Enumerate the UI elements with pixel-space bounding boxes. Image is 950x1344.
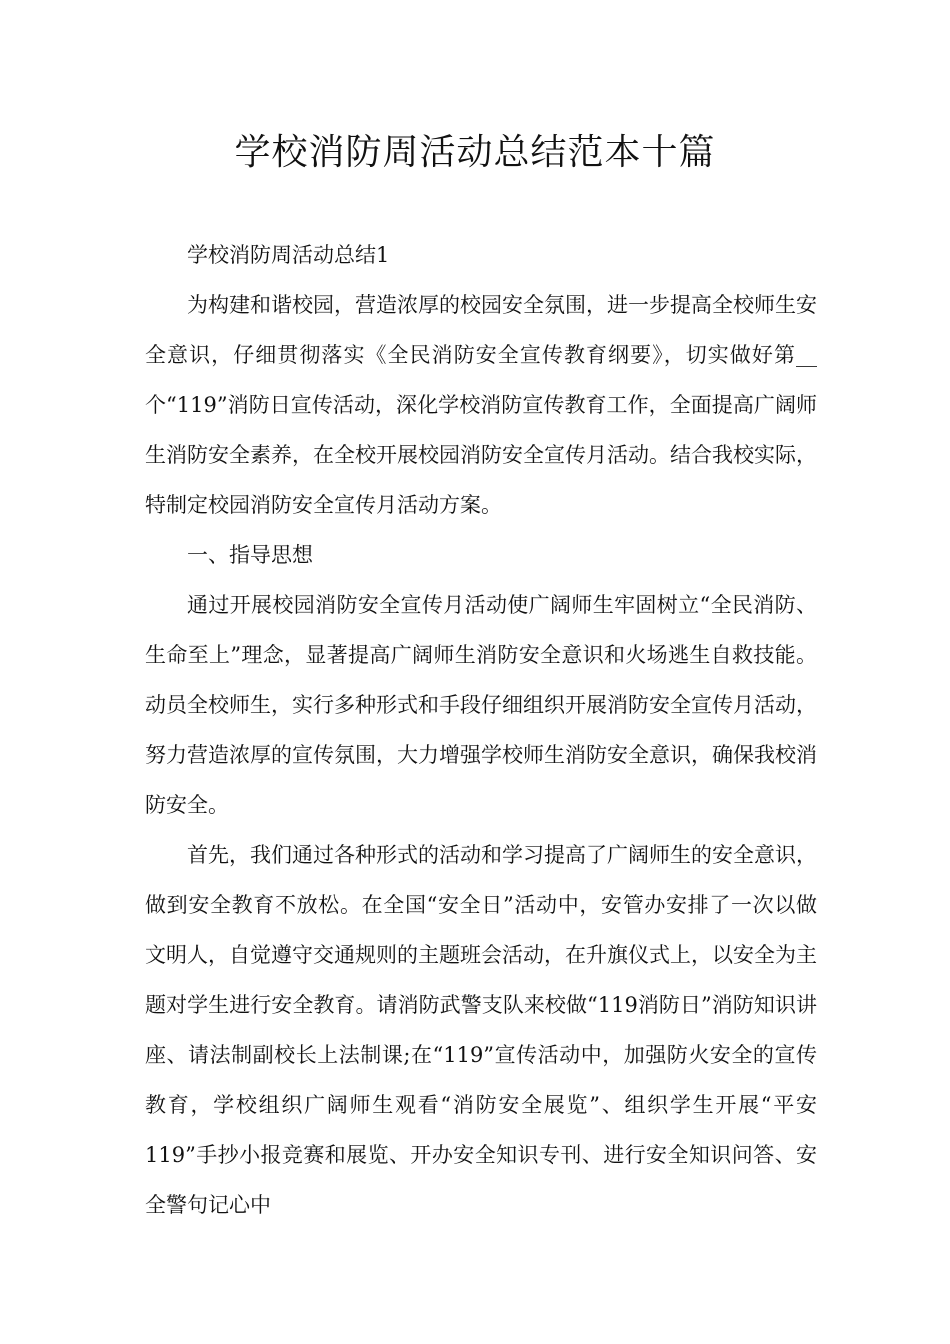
paragraph-guiding-ideology: 通过开展校园消防安全宣传月活动使广阔师生牢固树立“全民消防、生命至上”理念，显著提高广阔师生消防安全意识和火场逃生自救技能。动员全校师生，实行多种形式和手段仔细组织开展消防安全宣传月活动，努力营造浓厚的宣传氛围，大力增强学校师生消防安全意识，确保我校消防安全。 bbox=[145, 593, 817, 817]
section-heading-guiding-ideology: 一、指导思想 bbox=[187, 543, 313, 567]
section-subtitle: 学校消防周活动总结1 bbox=[187, 243, 390, 267]
paragraph-intro: 为构建和谐校园，营造浓厚的校园安全氛围，进一步提高全校师生安全意识，仔细贯彻落实《全民消防安全宣传教育纲要》，切实做好第__个“119”消防日宣传活动，深化学校消防宣传教育工作，全面提高广阔师生消防安全素养，在全校开展校园消防安全宣传月活动。结合我校实际，特制定校园消防安全宣传月活动方案。 bbox=[145, 293, 817, 517]
paragraph-first-measures: 首先，我们通过各种形式的活动和学习提高了广阔师生的安全意识，做到安全教育不放松。在全国“安全日”活动中，安管办安排了一次以做文明人，自觉遵守交通规则的主题班会活动，在升旗仪式上，以安全为主题对学生进行安全教育。请消防武警支队来校做“119消防日”消防知识讲座、请法制副校长上法制课;在“119”宣传活动中，加强防火安全的宣传教育，学校组织广阔师生观看“消防安全展览”、组织学生开展“平安119”手抄小报竞赛和展览、开办安全知识专刊、进行安全知识问答、安全警句记心中 bbox=[145, 843, 817, 1217]
document-body bbox=[145, 230, 817, 1230]
document-title: 学校消防周活动总结范本十篇 bbox=[234, 132, 716, 173]
